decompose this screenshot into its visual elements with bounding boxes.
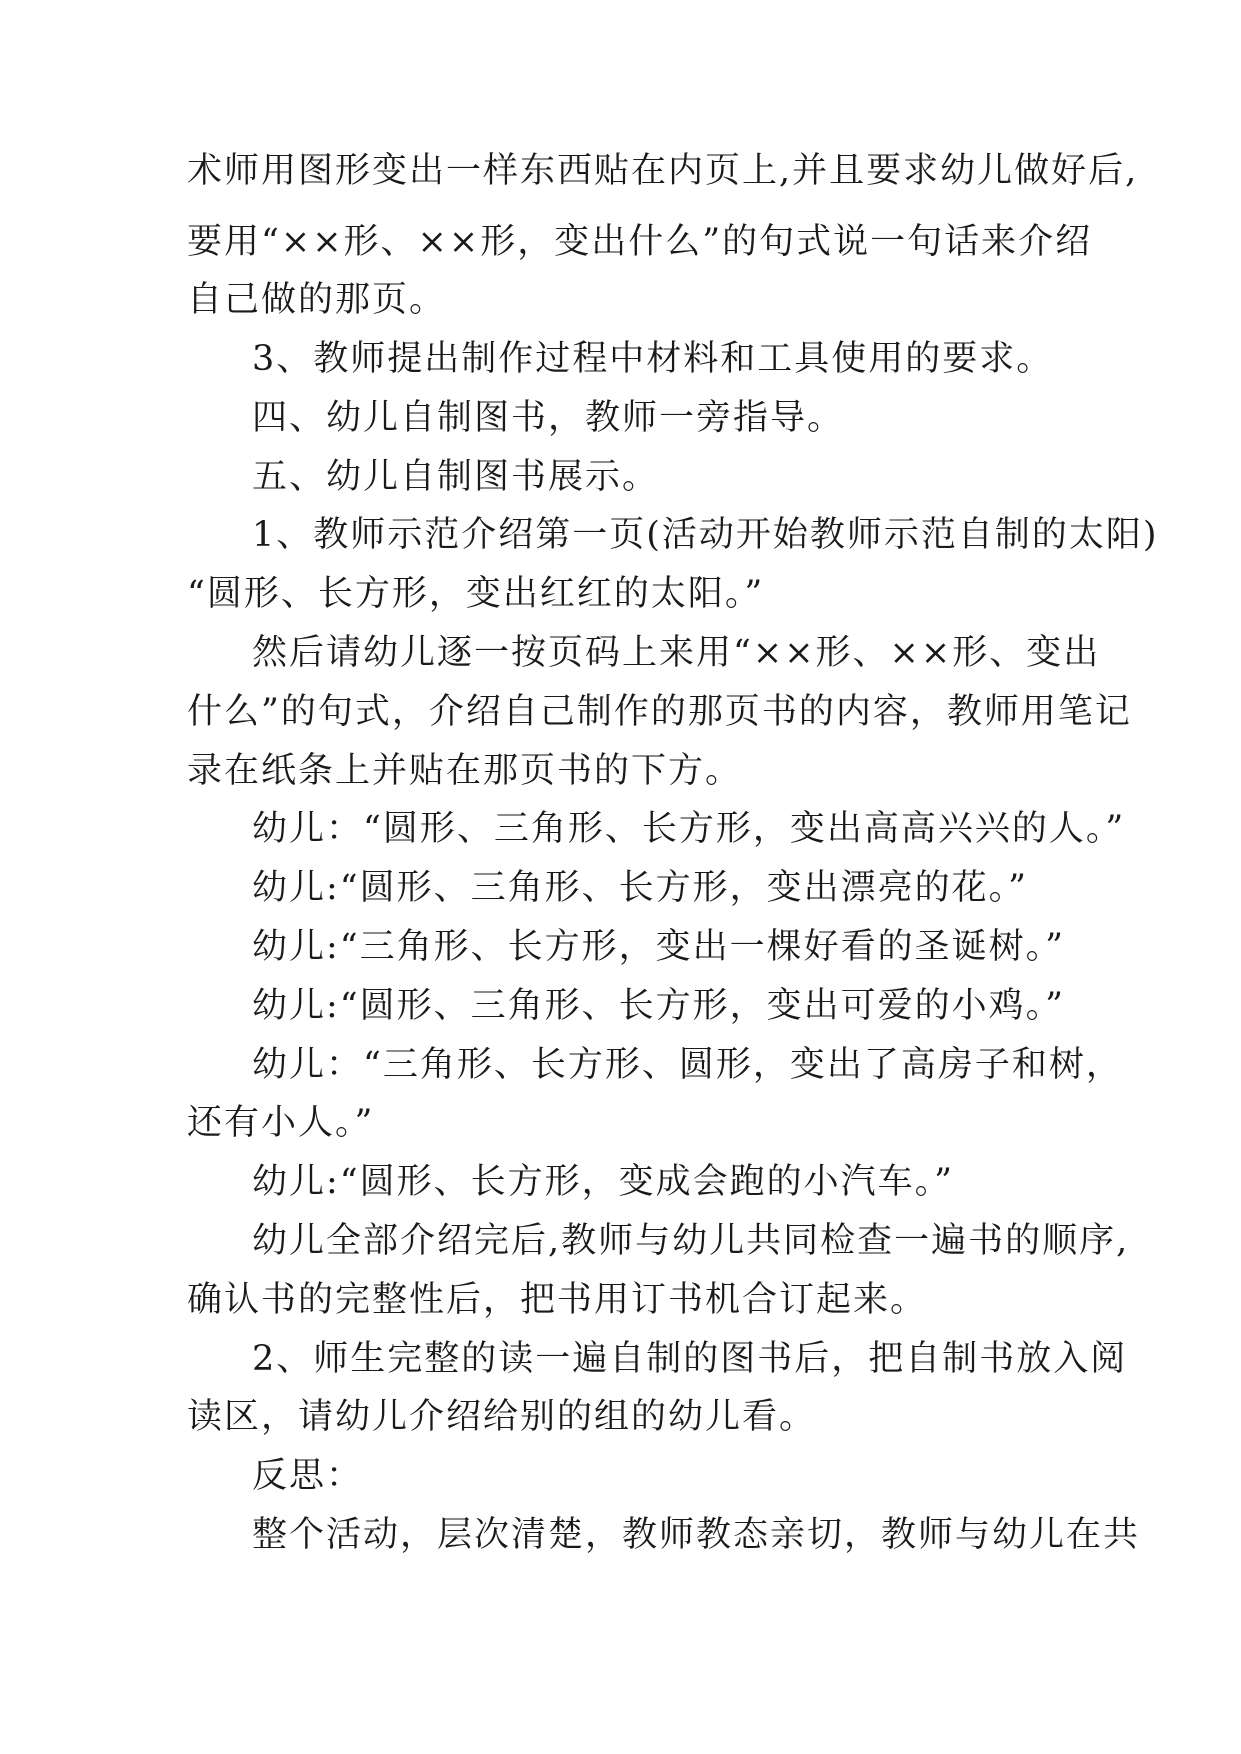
text-line: 然后请幼儿逐一按页码上来用“××形、××形、变出: [252, 633, 1101, 673]
text-line: 录在纸条上并贴在那页书的下方。: [187, 751, 743, 791]
text-line: 幼儿:“圆形、三角形、长方形，变出可爱的小鸡。”: [252, 986, 1066, 1026]
text-line: 幼儿：“三角形、长方形、圆形，变出了高房子和树，: [252, 1045, 1123, 1085]
text-line: 四、幼儿自制图书，教师一旁指导。: [252, 398, 845, 438]
text-line: 确认书的完整性后，把书用订书机合订起来。: [187, 1280, 928, 1320]
text-line: 幼儿：“圆形、三角形、长方形，变出高高兴兴的人。”: [252, 809, 1126, 849]
text-line: 3、教师提出制作过程中材料和工具使用的要求。: [252, 339, 1054, 379]
text-line: 术师用图形变出一样东西贴在内页上,并且要求幼儿做好后,: [187, 151, 1139, 191]
text-line: 五、幼儿自制图书展示。: [252, 457, 660, 497]
text-line: 整个活动，层次清楚，教师教态亲切，教师与幼儿在共: [252, 1515, 1141, 1555]
text-line: 反思：: [252, 1456, 364, 1496]
text-line: 还有小人。”: [187, 1103, 375, 1143]
text-line: 1、教师示范介绍第一页(活动开始教师示范自制的太阳): [252, 515, 1159, 555]
text-line: 要用“××形、××形，变出什么”的句式说一句话来介绍: [187, 222, 1093, 262]
text-line: 读区，请幼儿介绍给别的组的幼儿看。: [187, 1397, 817, 1437]
text-line: 幼儿:“圆形、长方形，变成会跑的小汽车。”: [252, 1162, 955, 1202]
text-line: 什么”的句式，介绍自己制作的那页书的内容，教师用笔记: [187, 692, 1132, 732]
text-line: 幼儿:“三角形、长方形，变出一棵好看的圣诞树。”: [252, 927, 1066, 967]
text-line: 幼儿:“圆形、三角形、长方形，变出漂亮的花。”: [252, 868, 1029, 908]
text-line: 自己做的那页。: [187, 280, 447, 320]
text-line: 2、师生完整的读一遍自制的图书后，把自制书放入阅: [252, 1339, 1128, 1379]
text-line: “圆形、长方形，变出红红的太阳。”: [187, 574, 765, 614]
text-line: 幼儿全部介绍完后,教师与幼儿共同检查一遍书的顺序,: [252, 1221, 1130, 1261]
